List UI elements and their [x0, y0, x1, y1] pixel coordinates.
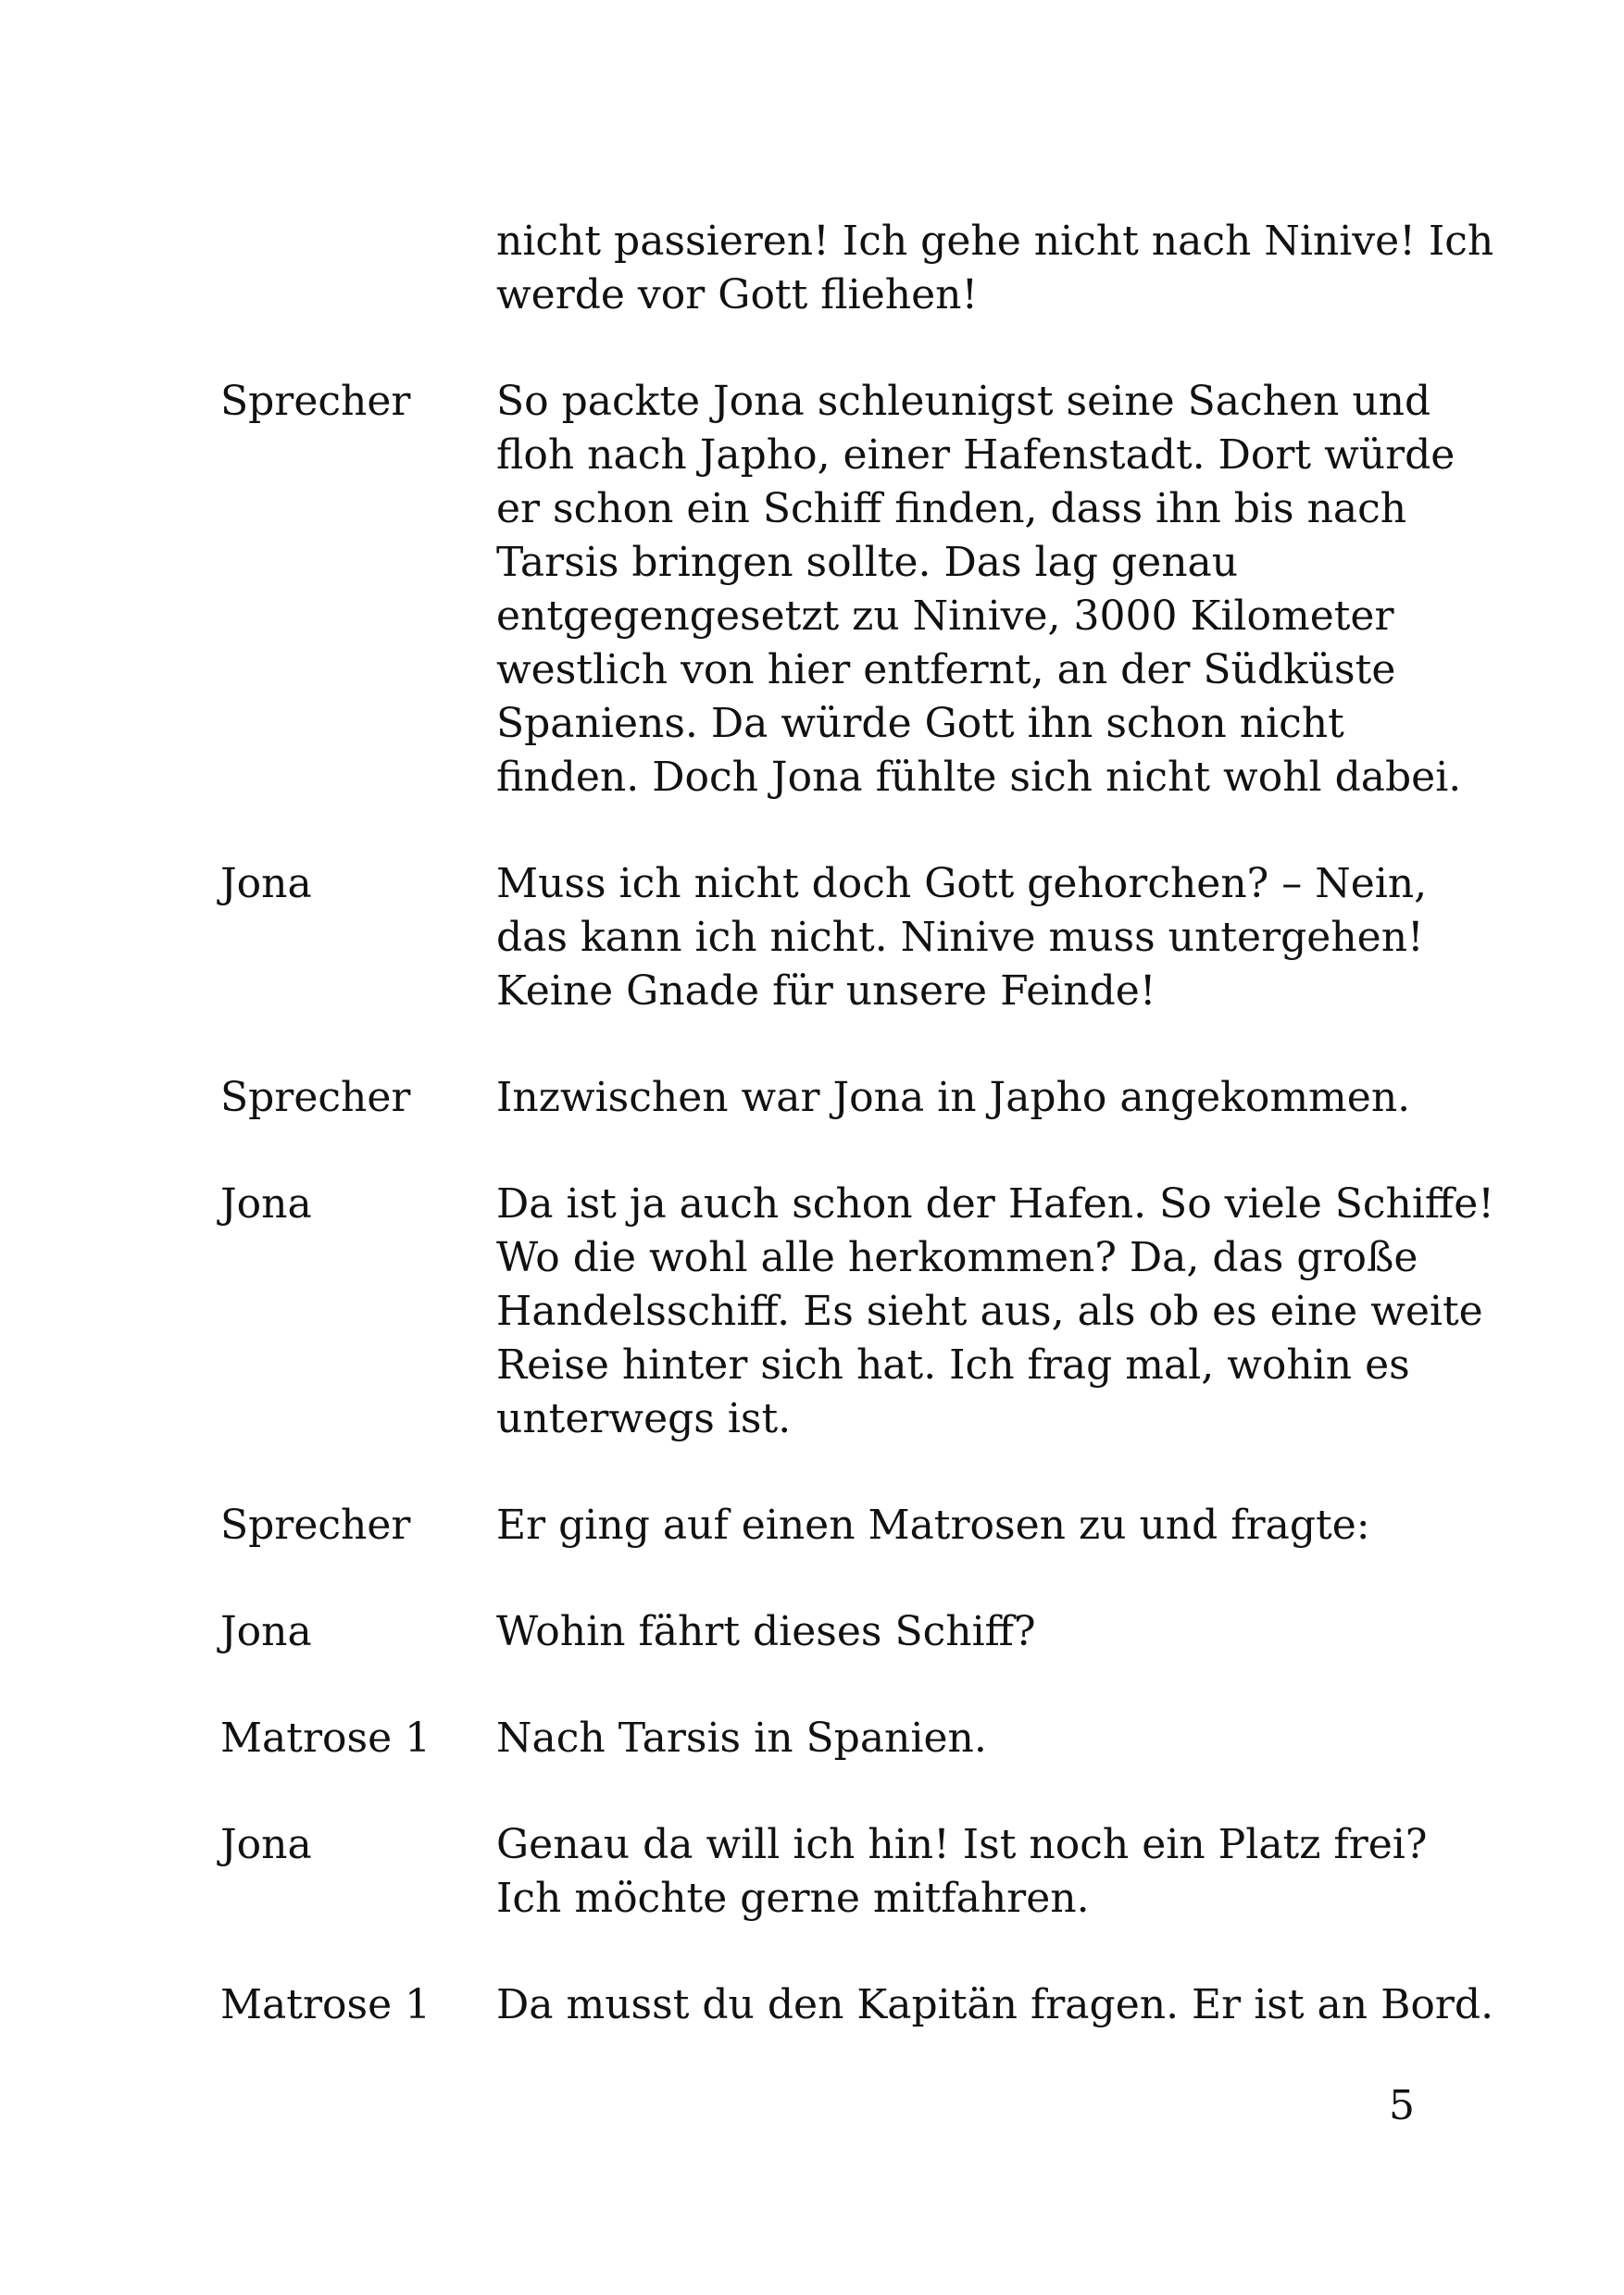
dialogue-text: [496, 1818, 1427, 1926]
text-line: Genau da will ich hin! Ist noch ein Platz frei?: [496, 1821, 1428, 1868]
text-line: Muss ich nicht doch Gott gehorchen? – Nein,: [496, 860, 1428, 907]
page-number: 5: [1389, 2082, 1415, 2129]
dialogue-script: [220, 215, 1494, 2085]
dialogue-entry: [220, 1178, 1494, 1446]
dialogue-entry: [220, 1605, 1424, 1659]
speaker-name: Jona: [220, 1608, 312, 1655]
text-line: Er ging auf einen Matrosen zu und fragte:: [496, 1502, 1370, 1549]
text-line: Ich möchte gerne mitfahren.: [496, 1875, 1090, 1922]
speaker-name: Jona: [220, 1180, 312, 1228]
speaker-name: Sprecher: [220, 1074, 411, 1121]
dialogue-text: [496, 1978, 1493, 2032]
speaker-name: Sprecher: [220, 1502, 411, 1549]
dialogue-entry: [220, 857, 1428, 1018]
dialogue-entry: [220, 215, 1494, 322]
text-line: unterwegs ist.: [496, 1395, 792, 1442]
dialogue-text: [496, 1712, 1424, 1765]
dialogue-text: [496, 1178, 1494, 1446]
text-line: entgegengesetzt zu Ninive, 3000 Kilometer: [496, 592, 1394, 640]
dialogue-entry: [220, 1071, 1424, 1125]
speaker-name: Sprecher: [220, 378, 411, 425]
text-line: nicht passieren! Ich gehe nicht nach Ninive! Ich: [496, 218, 1494, 265]
dialogue-text: [496, 1499, 1424, 1553]
text-line: Inzwischen war Jona in Japho angekommen.: [496, 1074, 1411, 1121]
text-line: finden. Doch Jona fühlte sich nicht wohl dabei.: [496, 754, 1462, 801]
dialogue-text: [496, 215, 1493, 322]
text-line: Da musst du den Kapitän fragen. Er ist an Bord.: [496, 1981, 1494, 2028]
text-line: Nach Tarsis in Spanien.: [496, 1715, 987, 1762]
speaker-name: Matrose 1: [220, 1981, 431, 2028]
text-line: Da ist ja auch schon der Hafen. So viele Schiffe!: [496, 1180, 1494, 1228]
text-line: das kann ich nicht. Ninive muss untergehen!: [496, 914, 1424, 961]
speaker-name: [220, 215, 496, 322]
text-line: Wohin fährt dieses Schiff?: [496, 1608, 1036, 1655]
text-line: Wo die wohl alle herkommen? Da, das große: [496, 1234, 1418, 1281]
text-line: Reise hinter sich hat. Ich frag mal, wohin es: [496, 1341, 1410, 1389]
text-line: westlich von hier entfernt, an der Südküste: [496, 646, 1396, 693]
dialogue-entry: [220, 1818, 1428, 1926]
text-line: Tarsis bringen sollte. Das lag genau: [496, 539, 1239, 586]
dialogue-entry: [220, 1712, 1424, 1765]
text-line: Spaniens. Da würde Gott ihn schon nicht: [496, 700, 1344, 747]
dialogue-entry: [220, 1499, 1424, 1553]
dialogue-text: [496, 375, 1461, 804]
speaker-name: Jona: [220, 1821, 312, 1868]
text-line: Handelsschiff. Es sieht aus, als ob es eine weite: [496, 1288, 1483, 1335]
speaker-name: Jona: [220, 860, 312, 907]
dialogue-entry: [220, 1978, 1494, 2032]
dialogue-text: [496, 1605, 1424, 1659]
text-line: floh nach Japho, einer Hafenstadt. Dort würde: [496, 431, 1455, 479]
text-line: Keine Gnade für unsere Feinde!: [496, 967, 1156, 1015]
dialogue-text: [496, 857, 1427, 1018]
speaker-name: Matrose 1: [220, 1715, 431, 1762]
dialogue-entry: [220, 375, 1462, 804]
text-line: werde vor Gott fliehen!: [496, 271, 979, 318]
text-line: So packte Jona schleunigst seine Sachen und: [496, 378, 1431, 425]
text-line: er schon ein Schiff finden, dass ihn bis nach: [496, 485, 1407, 532]
dialogue-text: [496, 1071, 1424, 1125]
